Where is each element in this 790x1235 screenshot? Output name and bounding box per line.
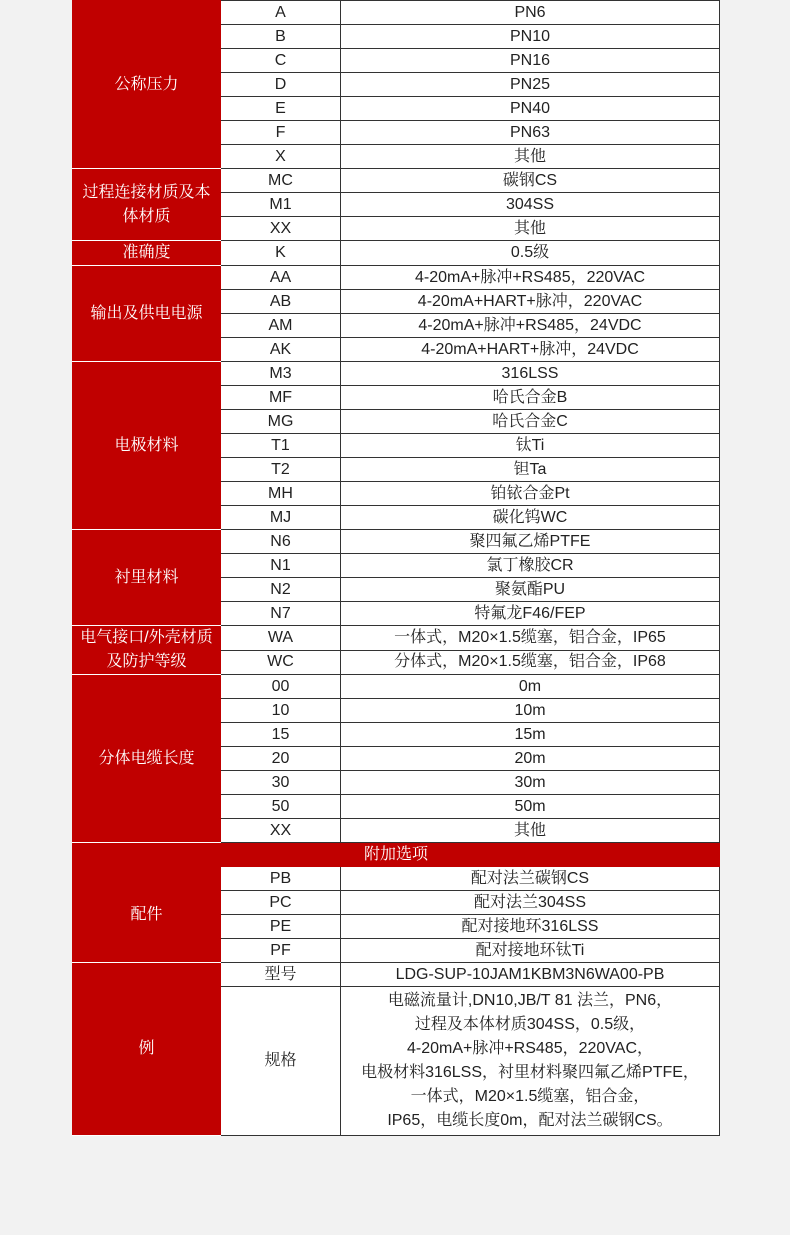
spec-line: 一体式，M20×1.5缆塞，铝合金， [410, 1088, 650, 1105]
code-cell: AK [221, 338, 341, 362]
code-cell: N6 [221, 530, 341, 554]
code-cell: T1 [221, 434, 341, 458]
description-cell: 分体式，M20×1.5缆塞，铝合金，IP68 [341, 650, 720, 675]
description-cell: PN63 [341, 121, 720, 145]
code-cell: PB [221, 867, 341, 891]
model-value: LDG-SUP-10JAM1KBM3N6WA00-PB [341, 963, 720, 987]
code-cell: MF [221, 386, 341, 410]
code-cell: AM [221, 314, 341, 338]
code-cell: WA [221, 626, 341, 651]
spec-line: IP65，电缆长度0m，配对法兰碳钢CS。 [387, 1112, 673, 1129]
spec-value [341, 987, 720, 1136]
code-cell: A [221, 1, 341, 25]
code-cell: 20 [221, 747, 341, 771]
description-cell: 10m [341, 699, 720, 723]
category-cell: 配件 [73, 867, 221, 963]
code-cell: XX [221, 217, 341, 241]
code-cell: WC [221, 650, 341, 675]
table-row [73, 530, 720, 554]
code-cell: F [221, 121, 341, 145]
description-cell: 0.5级 [341, 241, 720, 266]
code-cell: T2 [221, 458, 341, 482]
spec-table-container [72, 0, 719, 1136]
model-selection-table [72, 0, 720, 1136]
category-cell: 公称压力 [73, 1, 221, 169]
code-cell: 50 [221, 795, 341, 819]
code-cell: E [221, 97, 341, 121]
code-cell: AB [221, 290, 341, 314]
code-cell: PE [221, 915, 341, 939]
description-cell: PN6 [341, 1, 720, 25]
description-cell: 哈氏合金B [341, 386, 720, 410]
code-cell: M3 [221, 362, 341, 386]
description-cell: 配对接地环钛Ti [341, 939, 720, 963]
category-cell: 电极材料 [73, 362, 221, 530]
code-cell: N7 [221, 602, 341, 626]
description-cell: 特氟龙F46/FEP [341, 602, 720, 626]
table-row [73, 241, 720, 266]
description-cell: 氯丁橡胶CR [341, 554, 720, 578]
description-cell: 配对法兰304SS [341, 891, 720, 915]
description-cell: 配对法兰碳钢CS [341, 867, 720, 891]
code-cell: XX [221, 819, 341, 843]
category-cell: 衬里材料 [73, 530, 221, 626]
code-cell: AA [221, 266, 341, 290]
description-cell: 4-20mA+脉冲+RS485，220VAC [341, 266, 720, 290]
table-row [73, 963, 720, 987]
spec-label: 规格 [221, 987, 341, 1136]
description-cell: 4-20mA+HART+脉冲，24VDC [341, 338, 720, 362]
table-row [73, 1, 720, 25]
table-row [73, 867, 720, 891]
description-cell: 4-20mA+脉冲+RS485，24VDC [341, 314, 720, 338]
section-title: 附加选项 [73, 843, 720, 867]
code-cell: MH [221, 482, 341, 506]
spec-line: 过程及本体材质304SS，0.5级， [414, 1016, 646, 1033]
description-cell: PN40 [341, 97, 720, 121]
code-cell: 30 [221, 771, 341, 795]
code-cell: N1 [221, 554, 341, 578]
model-label: 型号 [221, 963, 341, 987]
category-cell: 分体电缆长度 [73, 675, 221, 843]
spec-line: 电磁流量计,DN10,JB/T 81 法兰，PN6， [387, 992, 673, 1009]
description-cell: 15m [341, 723, 720, 747]
description-cell: 20m [341, 747, 720, 771]
code-cell: B [221, 25, 341, 49]
table-row [73, 266, 720, 290]
code-cell: C [221, 49, 341, 73]
category-cell: 准确度 [73, 241, 221, 266]
description-cell: 50m [341, 795, 720, 819]
table-row [73, 675, 720, 699]
description-cell: 一体式，M20×1.5缆塞，铝合金，IP65 [341, 626, 720, 651]
example-category-cell: 例 [73, 963, 221, 1136]
code-cell: X [221, 145, 341, 169]
code-cell: D [221, 73, 341, 97]
description-cell: 配对接地环316LSS [341, 915, 720, 939]
code-cell: K [221, 241, 341, 266]
description-cell: 钽Ta [341, 458, 720, 482]
spec-line: 电极材料316LSS，衬里材料聚四氟乙烯PTFE， [361, 1064, 699, 1081]
category-cell: 电气接口/外壳材质及防护等级 [73, 626, 221, 675]
description-cell: PN10 [341, 25, 720, 49]
description-cell: 铂铱合金Pt [341, 482, 720, 506]
description-cell: 其他 [341, 145, 720, 169]
description-cell: 聚四氟乙烯PTFE [341, 530, 720, 554]
code-cell: MC [221, 169, 341, 193]
description-cell: 4-20mA+HART+脉冲，220VAC [341, 290, 720, 314]
description-cell: PN16 [341, 49, 720, 73]
section-header-row [73, 843, 720, 867]
code-cell: MJ [221, 506, 341, 530]
code-cell: N2 [221, 578, 341, 602]
code-cell: MG [221, 410, 341, 434]
category-cell: 输出及供电电源 [73, 266, 221, 362]
code-cell: 00 [221, 675, 341, 699]
code-cell: PF [221, 939, 341, 963]
description-cell: 碳钢CS [341, 169, 720, 193]
description-cell: 哈氏合金C [341, 410, 720, 434]
category-cell: 过程连接材质及本体材质 [73, 169, 221, 241]
description-cell: 碳化钨WC [341, 506, 720, 530]
description-cell: 其他 [341, 819, 720, 843]
table-row [73, 169, 720, 193]
table-row [73, 626, 720, 651]
code-cell: PC [221, 891, 341, 915]
spec-line: 4-20mA+脉冲+RS485，220VAC， [406, 1040, 654, 1057]
description-cell: 316LSS [341, 362, 720, 386]
description-cell: 304SS [341, 193, 720, 217]
code-cell: M1 [221, 193, 341, 217]
code-cell: 15 [221, 723, 341, 747]
description-cell: 其他 [341, 217, 720, 241]
description-cell: PN25 [341, 73, 720, 97]
description-cell: 0m [341, 675, 720, 699]
code-cell: 10 [221, 699, 341, 723]
table-row [73, 362, 720, 386]
description-cell: 聚氨酯PU [341, 578, 720, 602]
description-cell: 钛Ti [341, 434, 720, 458]
description-cell: 30m [341, 771, 720, 795]
